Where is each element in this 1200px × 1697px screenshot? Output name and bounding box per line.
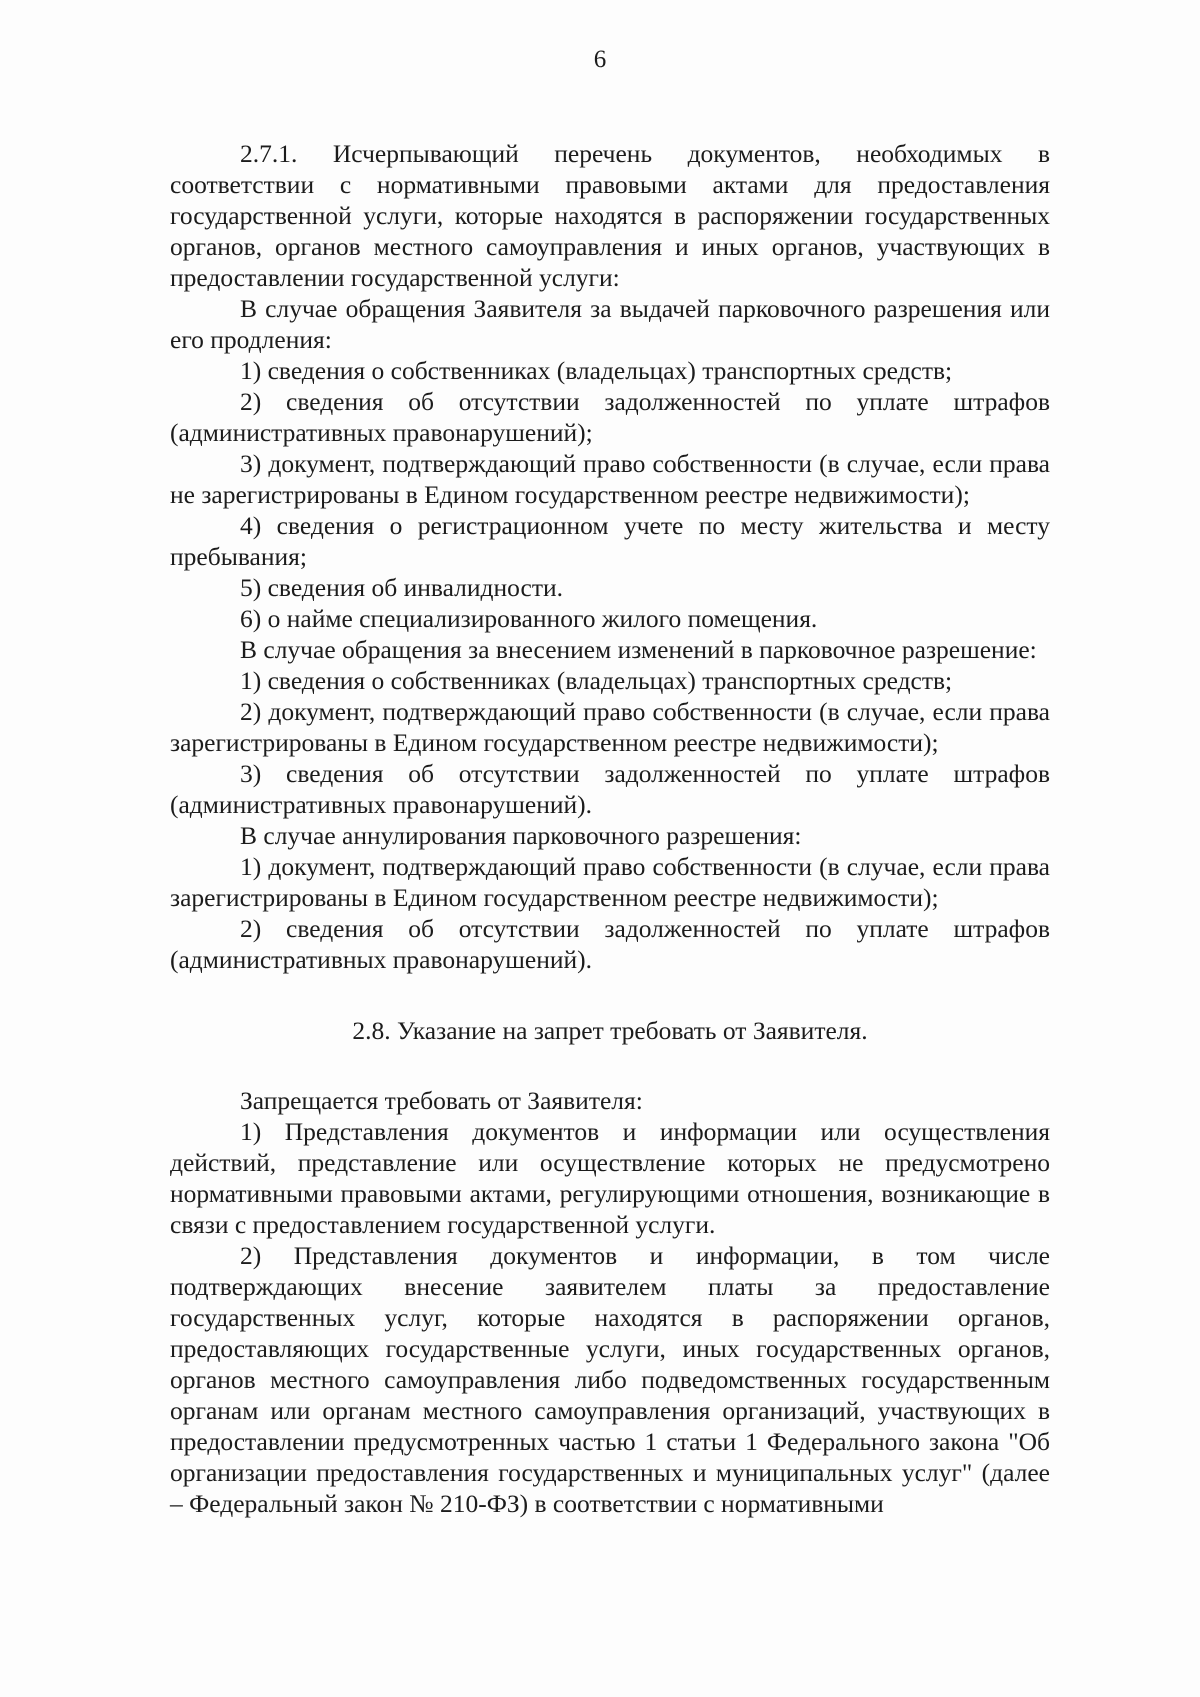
section-2-8-intro: Запрещается требовать от Заявителя:: [240, 1086, 643, 1115]
section-2-8-item: 2) Представления документов и информации, в том числе подтверждающих внесение заявителем платы за предоставление государственных услуг, которые находятся в распоряжении органов, предоставляющих государственные услуги, иных государственных органов, органов местного самоуправления либо подведомственных государственным органам или органам местного самоуправления организаций, участвующих в предоставлении предусмотренных частью 1 статьи 1 Федерального закона "Об организации предоставления государственных и муниципальных услуг" (далее – Федеральный закон № 210-ФЗ) в соответствии с нормативными: [170, 1241, 1050, 1518]
case-change-item: 1) сведения о собственниках (владельцах) транспортных средств;: [240, 666, 953, 695]
case-issue-item: 5) сведения об инвалидности.: [240, 573, 563, 602]
case-issue-item: 3) документ, подтверждающий право собственности (в случае, если права не зарегистрированы в Едином государственном реестре недвижимости);: [170, 449, 1050, 509]
document-body: [170, 138, 1050, 1519]
section-2-7-1-intro: 2.7.1. Исчерпывающий перечень документов, необходимых в соответствии с нормативными правовыми актами для предоставления государственной услуги, которые находятся в распоряжении государственных органов, органов местного самоуправления и иных органов, участвующих в предоставлении государственной услуги:: [170, 139, 1050, 292]
case-issue-title: В случае обращения Заявителя за выдачей парковочного разрешения или его продления:: [170, 294, 1050, 354]
case-issue-item: 1) сведения о собственниках (владельцах) транспортных средств;: [240, 356, 953, 385]
section-2-8-item: 1) Представления документов и информации или осуществления действий, представление или осуществление которых не предусмотрено нормативными правовыми актами, регулирующими отношения, возникающие в связи с предоставлением государственной услуги.: [170, 1117, 1050, 1239]
case-change-item: 2) документ, подтверждающий право собственности (в случае, если права зарегистрированы в Едином государственном реестре недвижимости);: [170, 697, 1050, 757]
case-change-title: В случае обращения за внесением изменений в парковочное разрешение:: [240, 635, 1037, 664]
page-number: 6: [593, 46, 607, 73]
case-issue-item: 6) о найме специализированного жилого помещения.: [240, 604, 818, 633]
case-issue-item: 2) сведения об отсутствии задолженностей по уплате штрафов (административных правонарушений);: [170, 387, 1050, 447]
case-change-item: 3) сведения об отсутствии задолженностей по уплате штрафов (административных правонарушений).: [170, 759, 1050, 819]
case-cancel-item: 2) сведения об отсутствии задолженностей по уплате штрафов (административных правонарушений).: [170, 914, 1050, 974]
case-cancel-item: 1) документ, подтверждающий право собственности (в случае, если права зарегистрированы в Едином государственном реестре недвижимости);: [170, 852, 1050, 912]
case-issue-item: 4) сведения о регистрационном учете по месту жительства и месту пребывания;: [170, 511, 1050, 571]
case-cancel-title: В случае аннулирования парковочного разрешения:: [240, 821, 802, 850]
section-2-8-heading: 2.8. Указание на запрет требовать от Заявителя.: [352, 1016, 868, 1045]
